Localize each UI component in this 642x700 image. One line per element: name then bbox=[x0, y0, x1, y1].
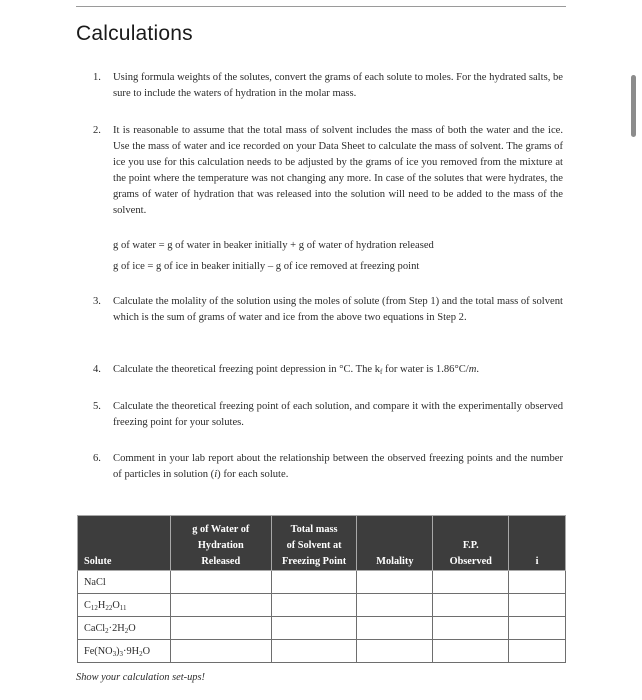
solute-iron-nitrate-hydrate: $Fe(NO_3)_3\cdot 9H_2O$ bbox=[78, 640, 171, 663]
cell-total-mass[interactable] bbox=[271, 640, 357, 663]
solute-nacl: NaCl bbox=[78, 571, 171, 594]
step-text: Comment in your lab report about the relationship between the observed freezing points and the number of particles in solution (i) for each solute. bbox=[113, 453, 563, 480]
cell-total-mass[interactable] bbox=[271, 571, 357, 594]
cell-fp-observed[interactable] bbox=[433, 617, 509, 640]
cell-water-hydration[interactable] bbox=[170, 594, 271, 617]
cell-fp-observed[interactable] bbox=[433, 640, 509, 663]
step-number: 3. bbox=[93, 296, 101, 307]
cell-water-hydration[interactable] bbox=[170, 640, 271, 663]
header-molality: Molality bbox=[357, 516, 433, 571]
cell-molality[interactable] bbox=[357, 640, 433, 663]
step-4 bbox=[93, 362, 563, 378]
cell-total-mass[interactable] bbox=[271, 594, 357, 617]
cell-i[interactable] bbox=[509, 640, 566, 663]
header-solute: Solute bbox=[78, 516, 171, 571]
scrollbar-thumb[interactable] bbox=[631, 75, 636, 137]
cell-water-hydration[interactable] bbox=[170, 617, 271, 640]
step-number: 4. bbox=[93, 364, 101, 375]
cell-i[interactable] bbox=[509, 594, 566, 617]
results-table bbox=[77, 515, 566, 663]
step-5 bbox=[93, 399, 563, 431]
equation-ice: g of ice = g of ice in beaker initially – g of ice removed at freezing point bbox=[113, 261, 420, 272]
table-row bbox=[78, 594, 566, 617]
cell-molality[interactable] bbox=[357, 571, 433, 594]
step-text: Calculate the theoretical freezing point of each solution, and compare it with the experimentally observed freezing point for your solutes. bbox=[113, 401, 563, 428]
step-number: 6. bbox=[93, 453, 101, 464]
step-number: 2. bbox=[93, 125, 101, 136]
step-text: Calculate the molality of the solution using the moles of solute (from Step 1) and the total mass of solvent which is the sum of grams of water and ice from the above two equations in Step 2. bbox=[113, 296, 563, 323]
header-i: i bbox=[509, 516, 566, 571]
step-number: 1. bbox=[93, 72, 101, 83]
step-2 bbox=[93, 123, 563, 219]
table-header-row bbox=[78, 516, 566, 571]
cell-molality[interactable] bbox=[357, 617, 433, 640]
cell-water-hydration[interactable] bbox=[170, 571, 271, 594]
solute-sucrose: $C_{12}H_{22}O_{11}$ bbox=[78, 594, 171, 617]
table-row bbox=[78, 617, 566, 640]
step-1 bbox=[93, 70, 563, 102]
cell-molality[interactable] bbox=[357, 594, 433, 617]
table-row bbox=[78, 571, 566, 594]
step-3 bbox=[93, 294, 563, 326]
header-total-mass-solvent: Total mass of Solvent at Freezing Point bbox=[271, 516, 357, 571]
section-title: Calculations bbox=[76, 22, 193, 45]
step-text: Using formula weights of the solutes, convert the grams of each solute to moles. For the hydrated salts, be sure to include the waters of hydration in the molar mass. bbox=[113, 72, 563, 99]
footnote: Show your calculation set-ups! bbox=[76, 672, 206, 683]
step-6 bbox=[93, 451, 563, 483]
cell-i[interactable] bbox=[509, 571, 566, 594]
table-row bbox=[78, 640, 566, 663]
cell-fp-observed[interactable] bbox=[433, 571, 509, 594]
step-text: Calculate the theoretical freezing point depression in °C. The $k_f$ for water is 1.86°C/m. bbox=[113, 364, 480, 376]
equation-water: g of water = g of water in beaker initially + g of water of hydration released bbox=[113, 240, 434, 251]
cell-i[interactable] bbox=[509, 617, 566, 640]
solute-cacl2-hydrate: $CaCl_2\cdot 2H_2O$ bbox=[78, 617, 171, 640]
header-fp-observed: F.P. Observed bbox=[433, 516, 509, 571]
header-water-of-hydration: g of Water of Hydration Released bbox=[170, 516, 271, 571]
step-number: 5. bbox=[93, 401, 101, 412]
top-divider bbox=[76, 6, 566, 7]
step-text: It is reasonable to assume that the total mass of solvent includes the mass of both the water and the ice. Use the mass of water and ice recorded on your Data Sheet to calculate the mass of solvent. The grams of ice you use for this calculation needs to be adjusted by the grams of ice you removed from the mixture at the point where the temperature was not changing any more. In case of the solutes that were hydrates, the grams of water of hydration that was released into the solution will need to be added to the mass of the solvent. bbox=[113, 125, 563, 216]
cell-fp-observed[interactable] bbox=[433, 594, 509, 617]
cell-total-mass[interactable] bbox=[271, 617, 357, 640]
